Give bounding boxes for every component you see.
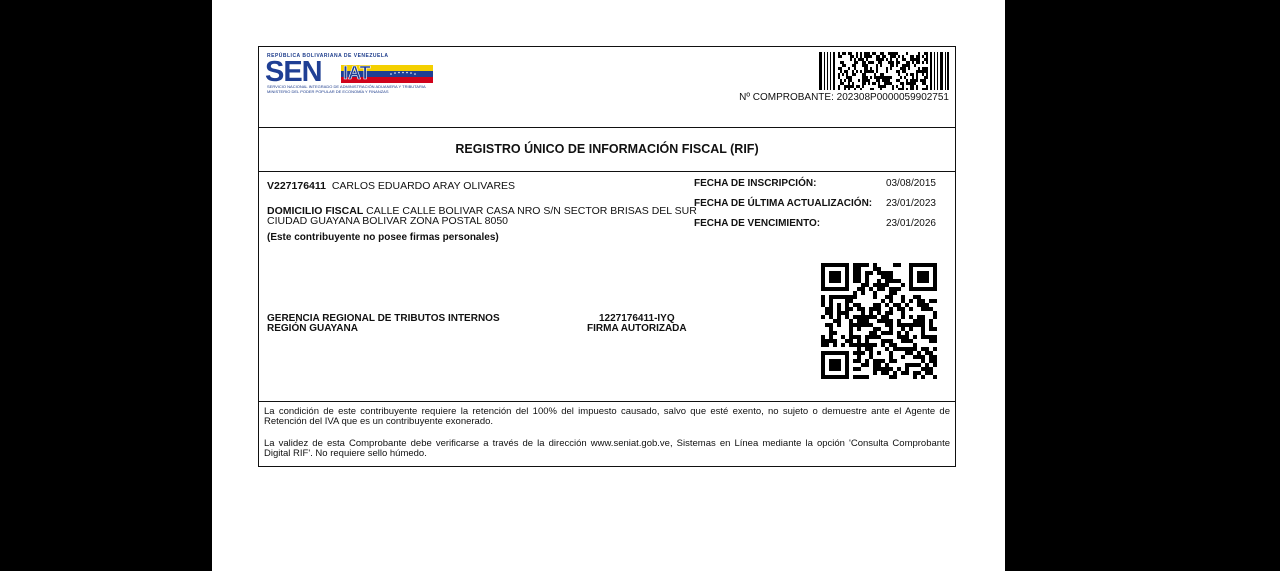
regional-office: GERENCIA REGIONAL DE TRIBUTOS INTERNOS REGIÓN GUAYANA <box>267 313 500 334</box>
date-row: FECHA DE VENCIMIENTO: 23/01/2026 <box>694 218 936 229</box>
logo-subtitle: SERVICIO NACIONAL INTEGRADO DE ADMINISTRACIÓN ADUANERA Y TRIBUTARIA MINISTERIO DEL PODER POPULAR DE ECONOMÍA Y FINANZAS <box>267 84 426 94</box>
certificate-header <box>259 47 955 128</box>
date-row: FECHA DE INSCRIPCIÓN: 03/08/2015 <box>694 178 936 189</box>
date-row: FECHA DE ÚLTIMA ACTUALIZACIÓN: 23/01/2023 <box>694 198 936 209</box>
retention-note: La condición de este contribuyente requiere la retención del 100% del impuesto causado, salvo que esté exento, no sujeto o demuestre ante el Agente de Retención del IVA que es un contribuyente exonerado. <box>264 406 950 427</box>
document-page <box>212 0 1005 571</box>
seniat-logo: REPÚBLICA BOLIVARIANA DE VENEZUELA SEN IAT SERVICIO NACIONAL INTEGRADO DE ADMINISTRACIÓN ADUANERA Y TRIBUTARIA MINISTERIO DEL PODER POPULAR DE ECONOMÍA Y FINANZAS <box>265 53 445 101</box>
document-title: REGISTRO ÚNICO DE INFORMACIÓN FISCAL (RIF) <box>259 127 955 172</box>
rif-certificate <box>258 46 956 467</box>
taxpayer-name: CARLOS EDUARDO ARAY OLIVARES <box>331 180 516 192</box>
qr-code-image <box>821 263 937 379</box>
comprobante-number: Nº COMPROBANTE: 202308P0000059902751 <box>739 92 949 103</box>
validity-note: La validez de esta Comprobante debe verificarse a través de la dirección www.seniat.gob.ve, Sistemas en Línea mediante la opción 'Consulta Comprobante Digital RIF'. No requiere sello húmedo. <box>264 438 950 459</box>
fiscal-address: DOMICILIO FISCAL CALLE CALLE BOLIVAR CASA NRO S/N SECTOR BRISAS DEL SUR CIUDAD GUAYANA BOLIVAR ZONA POSTAL 8050 <box>267 205 697 227</box>
signatures-note: (Este contribuyente no posee firmas personales) <box>267 232 499 243</box>
certificate-body <box>259 171 955 402</box>
barcode-image <box>819 52 949 90</box>
taxpayer-line <box>267 180 515 192</box>
legal-notice <box>259 401 955 471</box>
authorized-signature: 1227176411-IYQ FIRMA AUTORIZADA <box>587 313 687 334</box>
svg-text:IAT: IAT <box>343 65 371 83</box>
seniat-wordmark: SEN <box>265 56 322 88</box>
rif-number: V227176411 <box>267 180 326 192</box>
venezuela-flag-icon <box>341 65 433 83</box>
dates-block <box>694 178 936 238</box>
